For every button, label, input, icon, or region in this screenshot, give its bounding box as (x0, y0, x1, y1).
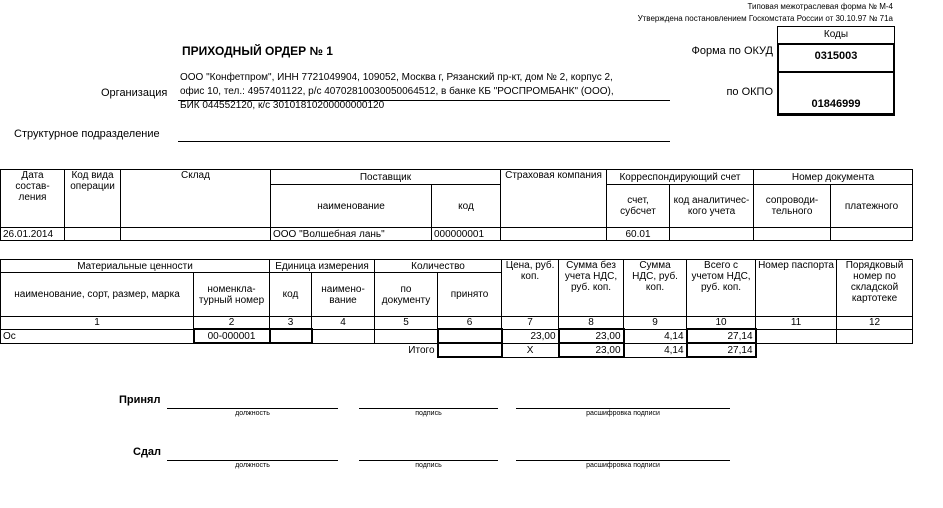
totals-total: 27,14 (687, 343, 756, 357)
accepted-position-caption: должность (235, 410, 270, 417)
num-3: 3 (270, 317, 312, 330)
col-supplier-name: наименование (271, 185, 432, 228)
num-6: 6 (438, 317, 502, 330)
handed-decoding-caption: расшифровка подписи (586, 462, 660, 469)
accepted-label: Принял (119, 394, 161, 406)
col-supplier: Поставщик (271, 170, 501, 185)
handed-position-caption: должность (235, 462, 270, 469)
cell-vat: 4,14 (624, 329, 687, 343)
col-total: Всего с учетом НДС, руб. коп. (687, 260, 756, 317)
org-underline (178, 100, 670, 101)
cell-card (837, 329, 913, 343)
items-table (0, 259, 913, 358)
accepted-decoding-caption: расшифровка подписи (586, 410, 660, 417)
handed-decoding-line (516, 460, 730, 461)
col-unit-code: код (270, 273, 312, 317)
page-title: ПРИХОДНЫЙ ОРДЕР № 1 (182, 44, 333, 58)
codes-box (777, 26, 895, 116)
num-5: 5 (375, 317, 438, 330)
num-2: 2 (194, 317, 270, 330)
col-warehouse: Склад (121, 170, 271, 228)
col-date: Дата состав- ления (1, 170, 65, 228)
col-nomnum: номенкла- турный номер (194, 273, 270, 317)
cell-supplier-name: ООО "Волшебная лань" (271, 228, 432, 241)
col-doc-accompanying: сопроводи- тельного (754, 185, 831, 228)
totals-vat: 4,14 (624, 343, 687, 357)
column-number-row (1, 317, 913, 330)
form-type: Типовая межотраслевая форма № М-4 (747, 2, 893, 11)
col-insurance: Страховая компания (501, 170, 607, 228)
approval-note: Утверждена постановлением Госкомстата России от 30.10.97 № 71а (637, 14, 893, 23)
col-card-number: Порядковый номер по складской картотеке (837, 260, 913, 317)
table-row (1, 329, 913, 343)
num-9: 9 (624, 317, 687, 330)
okud-label: Форма по ОКУД (691, 45, 773, 57)
okpo-value: 01846999 (777, 71, 895, 115)
col-qty-doc: по документу (375, 273, 438, 317)
num-7: 7 (502, 317, 559, 330)
num-1: 1 (1, 317, 194, 330)
dept-underline (178, 141, 670, 142)
totals-row (1, 343, 913, 357)
col-corr-account: Корреспондирующий счет (607, 170, 754, 185)
okud-value: 0315003 (777, 43, 895, 73)
cell-qty-received (438, 329, 502, 343)
accepted-decoding-line (516, 408, 730, 409)
col-corr-analytic: код аналитичес- кого учета (670, 185, 754, 228)
receipt-header-table (0, 169, 913, 241)
col-passport: Номер паспорта (756, 260, 837, 317)
dept-label: Структурное подразделение (14, 128, 160, 140)
totals-price: X (502, 343, 559, 357)
cell-unit-name (312, 329, 375, 343)
totals-label: Итого (408, 344, 435, 356)
col-unit: Единица измерения (270, 260, 375, 273)
col-sum-novat: Сумма без учета НДС, руб. коп. (559, 260, 624, 317)
cell-sum: 23,00 (559, 329, 624, 343)
col-qty-received: принято (438, 273, 502, 317)
accepted-signature-caption: подпись (415, 410, 442, 417)
cell-insurance (501, 228, 607, 241)
cell-doc-payment (831, 228, 913, 241)
handed-label: Сдал (133, 446, 162, 458)
org-line-2: офис 10, тел.: 4957401122, р/с 40702810030050064512, в банке КБ "РОСПРОМБАНК" (ООО), (180, 86, 614, 97)
col-supplier-code: код (432, 185, 501, 228)
col-doc-number: Номер документа (754, 170, 913, 185)
num-10: 10 (687, 317, 756, 330)
handed-signature-line (359, 460, 498, 461)
cell-op-code (65, 228, 121, 241)
cell-total: 27,14 (687, 329, 756, 343)
handed-position-line (167, 460, 338, 461)
col-unit-name: наимено- вание (312, 273, 375, 317)
cell-doc-accomp (754, 228, 831, 241)
cell-supplier-code: 000000001 (432, 228, 501, 241)
totals-sum: 23,00 (559, 343, 624, 357)
col-price: Цена, руб. коп. (502, 260, 559, 317)
accepted-signature-line (359, 408, 498, 409)
cell-corr-account: 60.01 (607, 228, 670, 241)
num-4: 4 (312, 317, 375, 330)
okpo-label: по ОКПО (726, 86, 773, 98)
accepted-position-line (167, 408, 338, 409)
cell-nomnum: 00-000001 (194, 329, 270, 343)
cell-corr-analytic (670, 228, 754, 241)
cell-price: 23,00 (502, 329, 559, 343)
cell-qty-doc (375, 329, 438, 343)
cell-passport (756, 329, 837, 343)
col-quantity: Количество (375, 260, 502, 273)
org-label: Организация (101, 87, 168, 99)
cell-name: Ос (1, 329, 194, 343)
num-8: 8 (559, 317, 624, 330)
num-11: 11 (756, 317, 837, 330)
col-material-values: Материальные ценности (1, 260, 270, 273)
col-doc-payment: платежного (831, 185, 913, 228)
cell-warehouse (121, 228, 271, 241)
handed-signature-caption: подпись (415, 462, 442, 469)
cell-unit-code (270, 329, 312, 343)
col-vat: Сумма НДС, руб. коп. (624, 260, 687, 317)
col-name: наименование, сорт, размер, марка (1, 273, 194, 317)
col-corr-subaccount: счет, субсчет (607, 185, 670, 228)
org-line-1: ООО "Конфетпром", ИНН 7721049904, 109052, Москва г, Рязанский пр-кт, дом № 2, корпус 2, (180, 72, 613, 83)
table-row (1, 228, 913, 241)
num-12: 12 (837, 317, 913, 330)
org-details (180, 71, 614, 113)
col-op-code: Код вида операции (65, 170, 121, 228)
codes-label: Коды (778, 27, 894, 44)
org-line-3: БИК 044552120, к/с 30101810200000000120 (180, 100, 385, 111)
cell-date: 26.01.2014 (1, 228, 65, 241)
